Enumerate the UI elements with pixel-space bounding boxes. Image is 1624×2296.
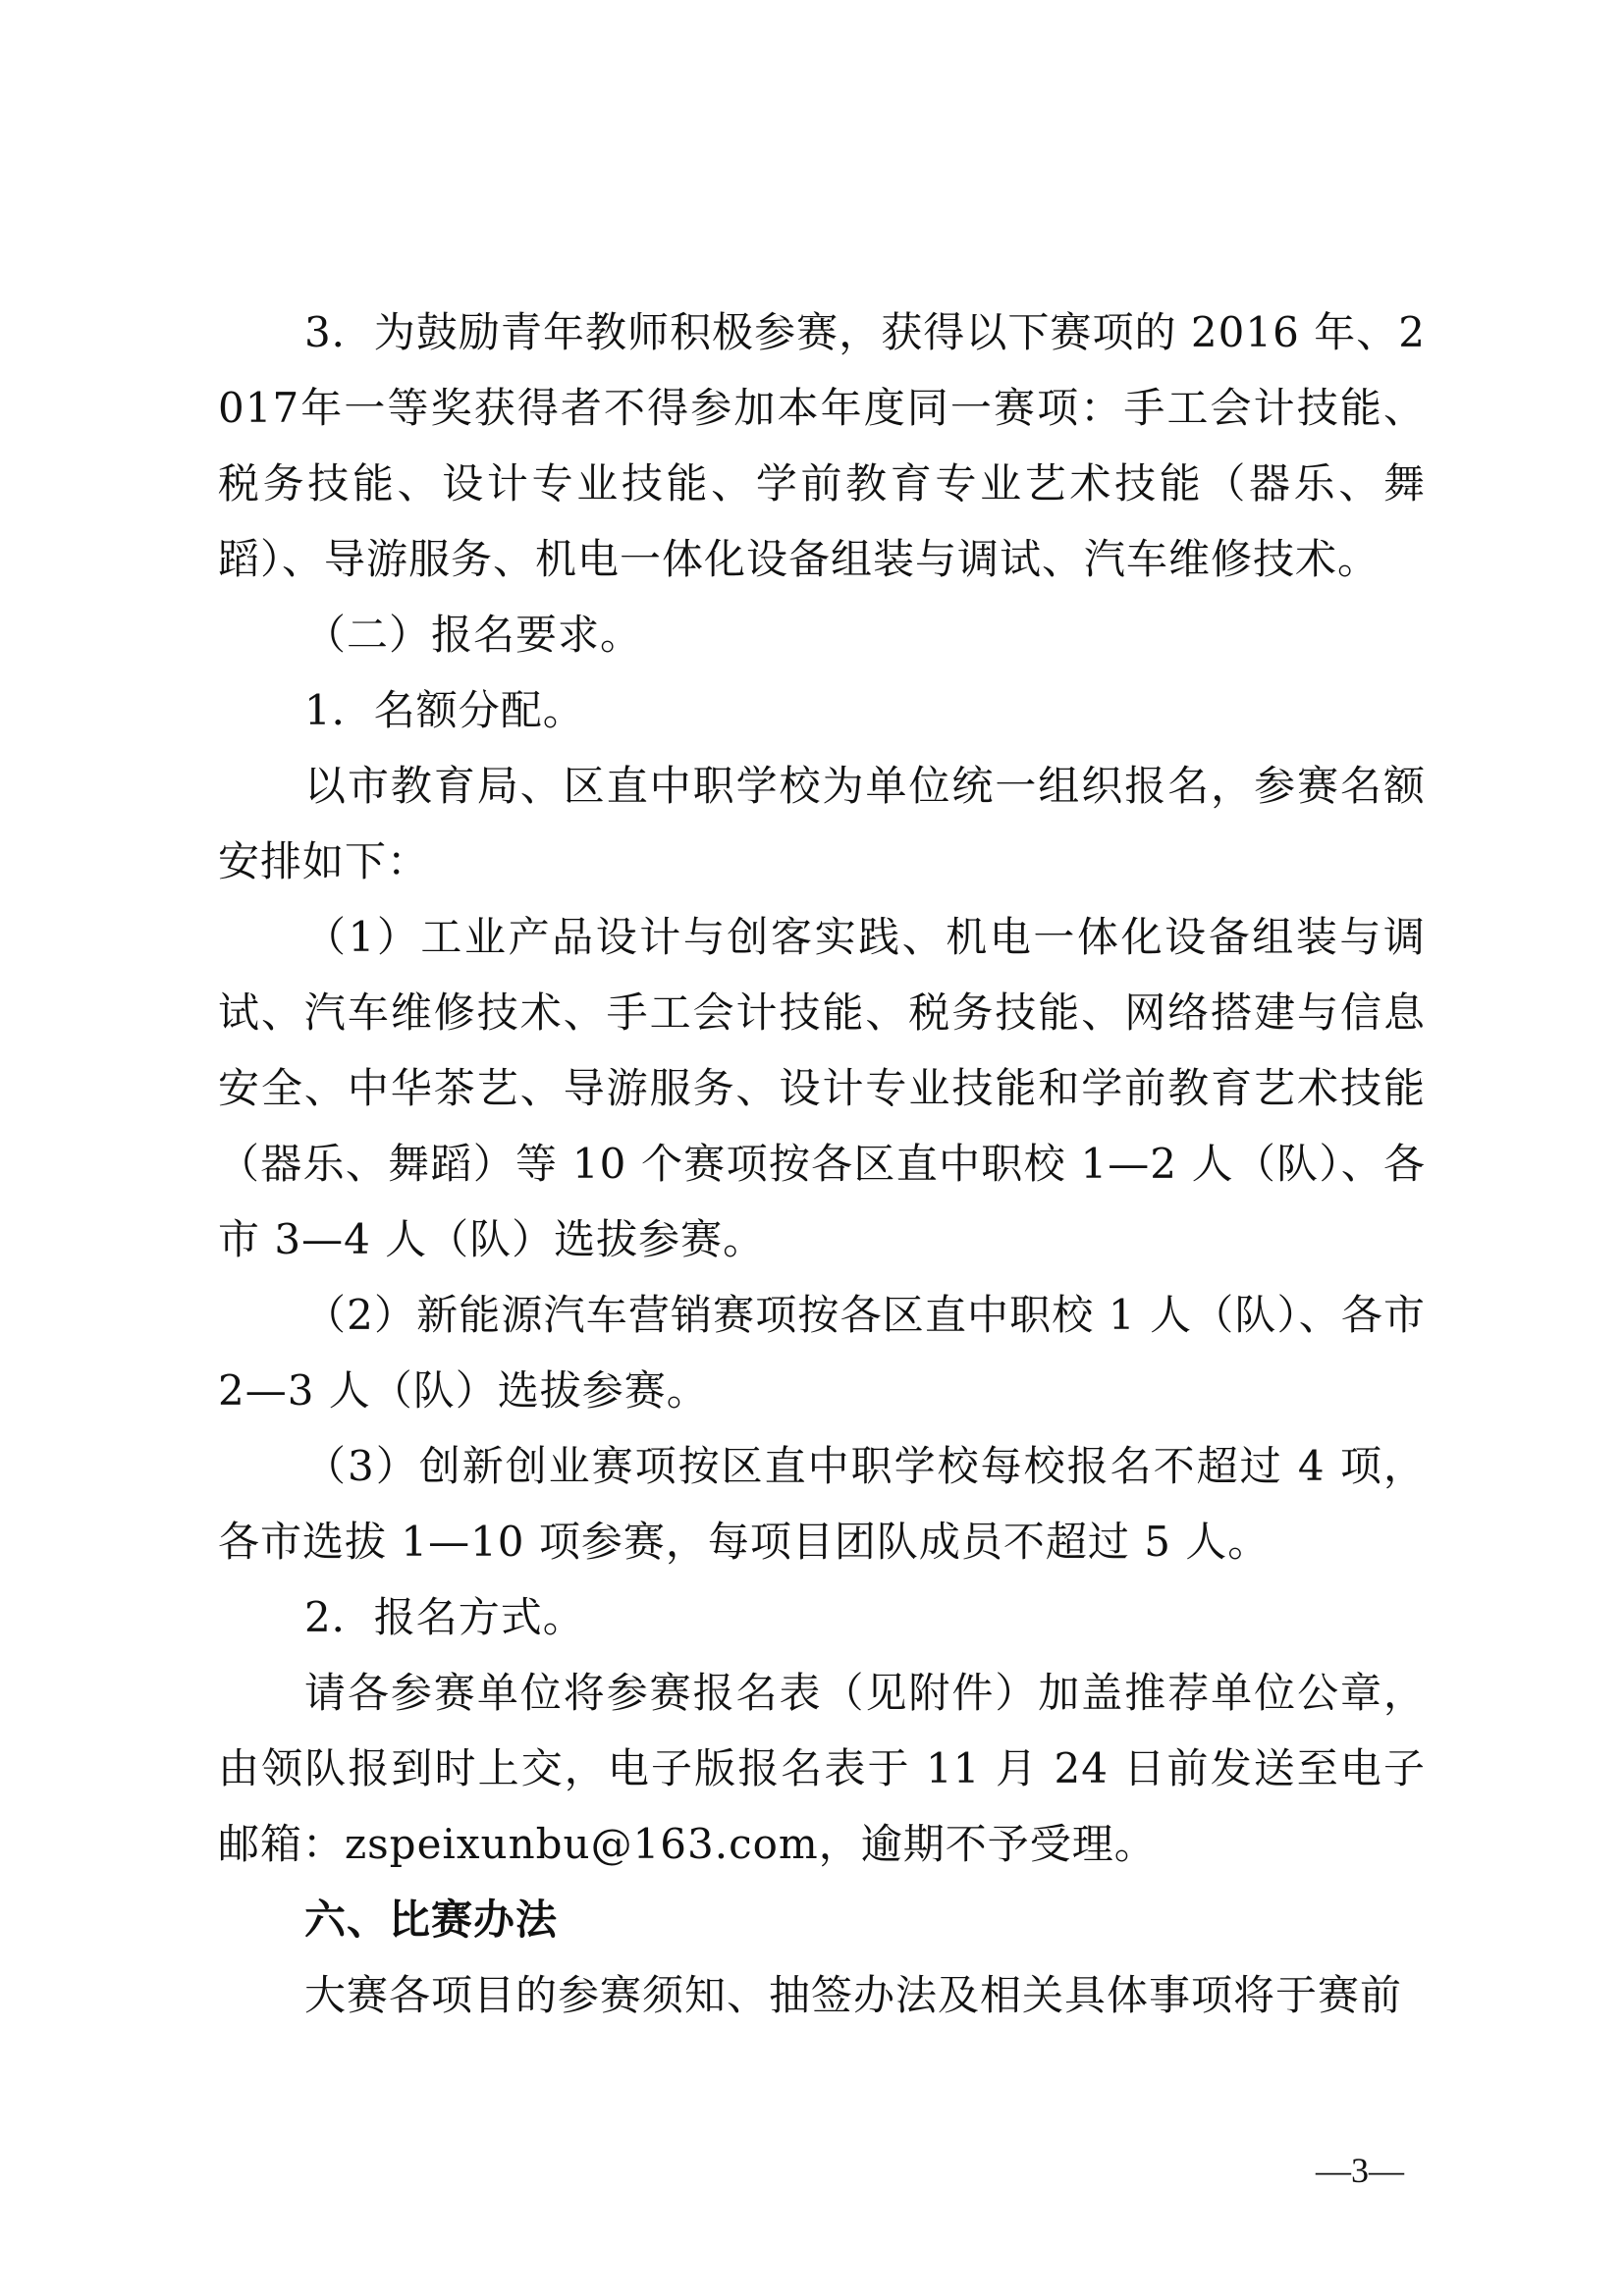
paragraph-quota-item-3: （3）创新创业赛项按区直中职学校每校报名不超过 4 项，各市选拔 1—10 项参赛，每项目团队成员不超过 5 人。 bbox=[218, 1442, 1426, 1566]
paragraph-registration-requirements: （二）报名要求。 bbox=[304, 611, 643, 659]
page-number: —3— bbox=[1316, 2151, 1404, 2190]
paragraph-quota-allocation: 1．名额分配。 bbox=[304, 686, 585, 734]
paragraph-quota-item-1: （1）工业产品设计与创客实践、机电一体化设备组装与调试、汽车维修技术、手工会计技能、税务技能、网络搭建与信息安全、中华茶艺、导游服务、设计专业技能和学前教育艺术技能（器乐、舞蹈）等 10 个赛项按各区直中职校 1—2 人（队）、各市 3—4 人（队）选拔参赛。 bbox=[218, 913, 1426, 1263]
paragraph-quota-item-2: （2）新能源汽车营销赛项按各区直中职校 1 人（队）、各市 2—3 人（队）选拔参赛。 bbox=[218, 1291, 1426, 1415]
paragraph-award-restriction: 3．为鼓励青年教师积极参赛，获得以下赛项的 2016 年、2017年一等奖获得者不得参加本年度同一赛项：手工会计技能、税务技能、设计专业技能、学前教育专业艺术技能（器乐、舞蹈）、导游服务、机电一体化设备组装与调试、汽车维修技术。 bbox=[218, 308, 1426, 583]
document-body bbox=[218, 294, 1426, 2033]
section-heading-competition-rules: 六、比赛办法 bbox=[304, 1896, 559, 1944]
paragraph-registration-method: 2．报名方式。 bbox=[304, 1593, 585, 1641]
paragraph-competition-rules: 大赛各项目的参赛须知、抽签办法及相关具体事项将于赛前 bbox=[304, 1971, 1403, 2019]
paragraph-quota-intro: 以市教育局、区直中职学校为单位统一组织报名，参赛名额安排如下： bbox=[218, 762, 1426, 885]
paragraph-registration-instructions: 请各参赛单位将参赛报名表（见附件）加盖推荐单位公章，由领队报到时上交，电子版报名表于 11 月 24 日前发送至电子邮箱：zspeixunbu@163.com，逾期不予受理。 bbox=[218, 1669, 1426, 1868]
